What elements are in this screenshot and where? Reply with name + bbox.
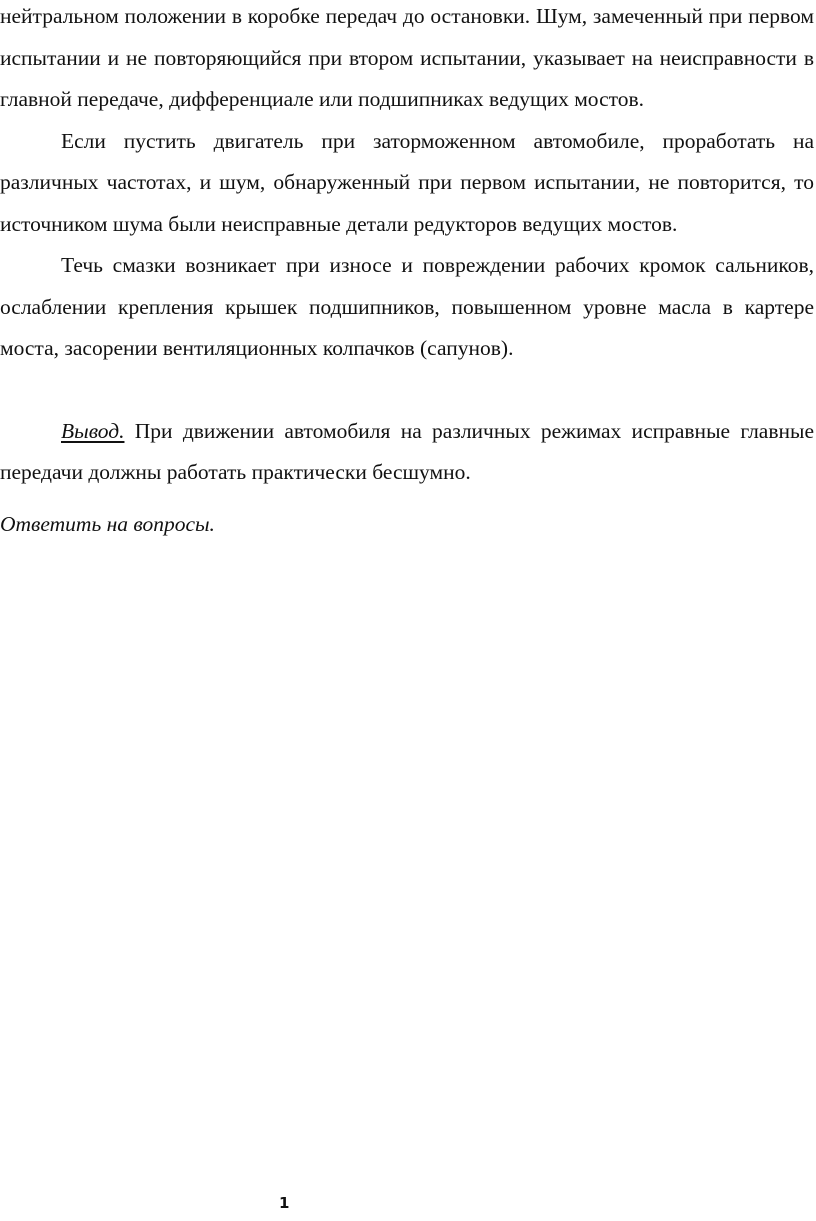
page-body (0, 0, 814, 545)
conclusion-paragraph (0, 411, 814, 494)
paragraph-noise-source: Если пустить двигатель при заторможенном автомобиле, проработать на различных частотах, и шум, обнаруженный при первом испытании, не повторится, то источником шума были неисправные детали редукторов ведущих мостов. (0, 128, 814, 236)
paragraph-continuation: нейтральном положении в коробке передач до остановки. Шум, замеченный при первом испытании и не повторяющийся при втором испытании, указывает на неисправности в главной передаче, дифференциале или подшипниках ведущих мостов. (0, 4, 814, 111)
conclusion-text: При движении автомобиля на различных режимах исправные главные передачи должны работать практически бесшумно. (0, 418, 814, 484)
paragraph-lubricant-leak: Течь смазки возникает при износе и повреждении рабочих кромок сальников, ослаблении крепления крышек подшипников, повышенном уровне масла в картере моста, засорении вентиляционных колпачков (сапунов). (0, 253, 814, 360)
page-number: 1 (279, 1194, 290, 1212)
task-instruction: Ответить на вопросы. (0, 511, 215, 536)
conclusion-label: Вывод. (61, 418, 125, 443)
